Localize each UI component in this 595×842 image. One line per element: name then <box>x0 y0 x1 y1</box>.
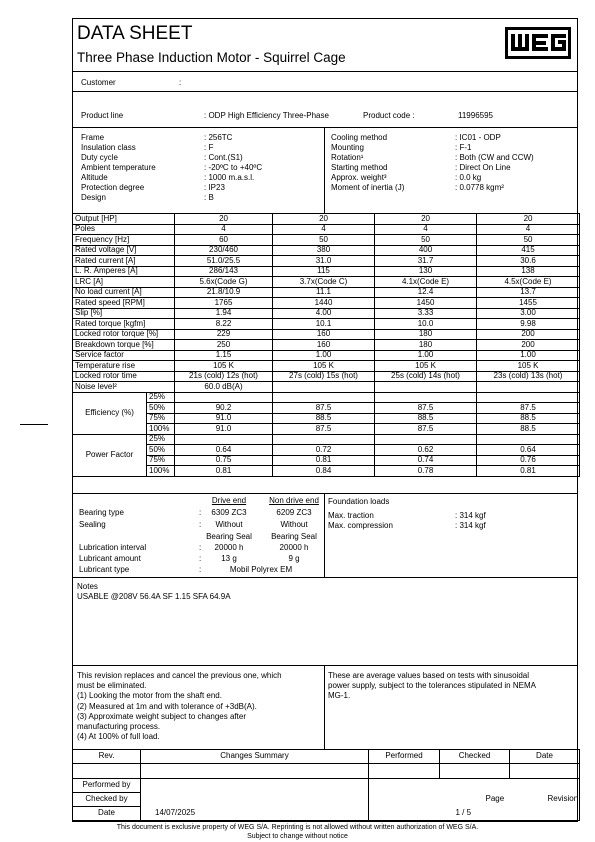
cell-value: 4.5x(Code E) <box>477 277 580 288</box>
table-row <box>73 277 580 288</box>
efficiency-label: Efficiency (%) <box>73 392 147 434</box>
load-percent: 50% <box>147 403 175 414</box>
table-row <box>73 245 580 256</box>
page-value: 1 / 5 <box>455 807 472 817</box>
cell-value: 3.7x(Code C) <box>273 277 375 288</box>
spec-value: : F <box>204 143 214 152</box>
cell-value: 4 <box>375 224 477 235</box>
lube-type-value: Mobil Polyrex EM <box>229 565 293 574</box>
lube-interval-label: Lubrication interval <box>79 543 147 552</box>
cell-value: 229 <box>175 329 273 340</box>
cell-value: 138 <box>477 266 580 277</box>
cell-value: 0.74 <box>375 455 477 466</box>
date-header: Date <box>510 750 580 764</box>
cell-value: 10.0 <box>375 319 477 330</box>
performance-table <box>72 213 580 477</box>
cell-value: 200 <box>477 340 580 351</box>
cell-value: 21s (cold) 12s (hot) <box>175 371 273 382</box>
notes-text: USABLE @208V 56.4A SF 1.15 SFA 64.9A <box>77 592 231 601</box>
cell-value: 87.5 <box>375 403 477 414</box>
lube-amount-colon: : <box>199 554 202 563</box>
cell-value <box>273 434 375 445</box>
customer-label: Customer <box>81 78 116 87</box>
cell-value: 1440 <box>273 298 375 309</box>
spec-value: : 256TC <box>204 133 233 142</box>
non-drive-end-header: Non drive end <box>269 496 319 505</box>
noise-label: Noise level² <box>73 382 175 393</box>
row-label: Rated current [A] <box>73 256 175 267</box>
spec-value: : 0.0778 kgm² <box>455 183 504 192</box>
load-percent: 25% <box>147 392 175 403</box>
remark-line: power supply, subject to the tolerances stipulated in NEMA <box>328 681 536 691</box>
cell-value: 0.72 <box>273 445 375 456</box>
cell-value: 115 <box>273 266 375 277</box>
footer-line-2: Subject to change without notice <box>247 833 348 840</box>
seal-de-1: Without <box>215 520 243 529</box>
compression-value: : 314 kgf <box>455 521 486 530</box>
spec-value: : IC01 - ODP <box>455 133 501 142</box>
row-label: Service factor <box>73 350 175 361</box>
cell-value: 30.6 <box>477 256 580 267</box>
row-label: Rated torque [kgfm] <box>73 319 175 330</box>
row-label: Slip [%] <box>73 308 175 319</box>
compression-label: Max. compression <box>328 521 393 530</box>
cell-value: 88.5 <box>375 413 477 424</box>
cell-value: 31.0 <box>273 256 375 267</box>
cell-value: 10.1 <box>273 319 375 330</box>
lube-amount-nde: 9 g <box>288 554 300 563</box>
table-row <box>73 287 580 298</box>
table-row <box>73 340 580 351</box>
remark-line: MG-1. <box>328 691 351 701</box>
cell-value <box>477 392 580 403</box>
cell-value: 51.0/25.5 <box>175 256 273 267</box>
approval-table <box>72 778 580 821</box>
seal-nde-2: Bearing Seal <box>271 532 317 541</box>
cell-value: 25s (cold) 14s (hot) <box>375 371 477 382</box>
cell-value: 4 <box>477 224 580 235</box>
cell-value: 1765 <box>175 298 273 309</box>
cell-value: 50 <box>477 235 580 246</box>
table-row <box>73 266 580 277</box>
remark-line: (1) Looking the motor from the shaft end. <box>77 691 222 701</box>
cell-value: 1.15 <box>175 350 273 361</box>
cell-value: 250 <box>175 340 273 351</box>
footer-line-1: This document is exclusive property of WEG S/A. Reprinting is not allowed without written authorization of WEG S/A. <box>116 824 479 831</box>
cell-value: 230/460 <box>175 245 273 256</box>
table-row <box>73 403 580 414</box>
cell-value <box>375 392 477 403</box>
row-label: Rated voltage [V] <box>73 245 175 256</box>
cell-value: 88.5 <box>477 424 580 435</box>
empty-cell <box>273 382 375 393</box>
cell-value: 160 <box>273 329 375 340</box>
empty-cell <box>477 382 580 393</box>
spec-value: : 1000 m.a.s.l. <box>204 173 255 182</box>
changes-header: Changes Summary <box>141 750 369 764</box>
rev-header: Rev. <box>73 750 141 764</box>
noise-value: 60.0 dB(A) <box>175 382 273 393</box>
row-label: Rated speed [RPM] <box>73 298 175 309</box>
row-label: No load current [A] <box>73 287 175 298</box>
cell-value: 88.5 <box>477 413 580 424</box>
cell-value: 0.78 <box>375 466 477 477</box>
spec-value: : Both (CW and CCW) <box>455 153 534 162</box>
table-row <box>73 308 580 319</box>
traction-label: Max. traction <box>328 511 374 520</box>
cell-value <box>175 434 273 445</box>
bearing-type-nde: 6209 ZC3 <box>276 508 312 517</box>
spec-label: Altitude <box>81 173 108 182</box>
remark-line: must be eliminated. <box>77 681 147 691</box>
cell-value: 12.4 <box>375 287 477 298</box>
cell-value: 9.98 <box>477 319 580 330</box>
remark-line: (4) At 100% of full load. <box>77 732 160 742</box>
customer-value: : <box>179 78 182 87</box>
sealing-colon: : <box>199 520 202 529</box>
row-label: Poles <box>73 224 175 235</box>
sealing-label: Sealing <box>79 520 106 529</box>
cell-value: 4.00 <box>273 308 375 319</box>
cell-value: 1.00 <box>477 350 580 361</box>
cell-value: 0.84 <box>273 466 375 477</box>
table-row <box>73 455 580 466</box>
cell-value: 400 <box>375 245 477 256</box>
spec-value: : Direct On Line <box>455 163 511 172</box>
table-row <box>73 413 580 424</box>
bearing-type-de: 6309 ZC3 <box>211 508 247 517</box>
date-value: 14/07/2025 <box>155 807 196 817</box>
weg-logo <box>505 27 571 59</box>
cell-value: 130 <box>375 266 477 277</box>
load-percent: 75% <box>147 413 175 424</box>
cell-value: 4 <box>273 224 375 235</box>
spec-label: Starting method <box>331 163 388 172</box>
remark-line: This revision replaces and cancel the previous one, which <box>77 671 282 680</box>
cell-value: 380 <box>273 245 375 256</box>
cell-value: 180 <box>375 340 477 351</box>
cell-value: 0.62 <box>375 445 477 456</box>
product-code-value: 11996595 <box>458 111 493 120</box>
seal-nde-1: Without <box>280 520 308 529</box>
cell-value: 105 K <box>477 361 580 372</box>
lube-type-colon: : <box>199 565 202 574</box>
table-row <box>73 256 580 267</box>
table-row <box>73 382 580 393</box>
load-percent: 50% <box>147 445 175 456</box>
table-row <box>73 214 580 225</box>
cell-value: 11.1 <box>273 287 375 298</box>
cell-value: 3.00 <box>477 308 580 319</box>
data-sheet <box>72 18 578 822</box>
revision-table <box>72 749 580 779</box>
cell-value: 88.5 <box>273 413 375 424</box>
cell-value <box>375 434 477 445</box>
cell-value: 105 K <box>273 361 375 372</box>
cell-value: 31.7 <box>375 256 477 267</box>
table-row <box>73 235 580 246</box>
page-label: Page <box>485 793 505 803</box>
cell-value: 87.5 <box>273 403 375 414</box>
table-row <box>73 466 580 477</box>
cell-value: 20 <box>273 214 375 225</box>
cell-value: 105 K <box>375 361 477 372</box>
spec-label: Protection degree <box>81 183 145 192</box>
lube-amount-de: 13 g <box>221 554 237 563</box>
checked-by-label: Checked by <box>73 793 141 807</box>
cell-value: 4.1x(Code E) <box>375 277 477 288</box>
cell-value: 1.94 <box>175 308 273 319</box>
cell-value: 21.8/10.9 <box>175 287 273 298</box>
performed-header: Performed <box>369 750 440 764</box>
cell-value: 23s (cold) 13s (hot) <box>477 371 580 382</box>
product-code-label: Product code : <box>363 111 415 120</box>
cell-value: 90.2 <box>175 403 273 414</box>
cell-value <box>477 434 580 445</box>
lube-interval-de: 20000 h <box>214 543 244 552</box>
cell-value: 1.00 <box>273 350 375 361</box>
cell-value: 0.64 <box>477 445 580 456</box>
table-row <box>73 298 580 309</box>
cell-value: 0.81 <box>477 466 580 477</box>
cell-value: 105 K <box>175 361 273 372</box>
spec-label: Rotation¹ <box>331 153 364 162</box>
bearing-type-colon: : <box>199 508 202 517</box>
spec-value: : B <box>204 193 214 202</box>
spec-label: Insulation class <box>81 143 136 152</box>
lube-amount-label: Lubricant amount <box>79 554 141 563</box>
row-label: LRC [A] <box>73 277 175 288</box>
lube-interval-nde: 20000 h <box>279 543 309 552</box>
load-percent: 75% <box>147 455 175 466</box>
product-line-value: : ODP High Efficiency Three-Phase <box>204 111 329 120</box>
cell-value: 50 <box>273 235 375 246</box>
cell-value: 91.0 <box>175 413 273 424</box>
checked-header: Checked <box>440 750 510 764</box>
cell-value: 1.00 <box>375 350 477 361</box>
power_factor-label: Power Factor <box>73 434 147 476</box>
load-percent: 100% <box>147 466 175 477</box>
cell-value: 286/143 <box>175 266 273 277</box>
row-label: Breakdown torque [%] <box>73 340 175 351</box>
spec-label: Cooling method <box>331 133 388 142</box>
table-row <box>73 329 580 340</box>
notes-title: Notes <box>77 582 98 591</box>
cell-value: 13.7 <box>477 287 580 298</box>
table-row <box>73 434 580 445</box>
cell-value: 20 <box>175 214 273 225</box>
table-row <box>73 371 580 382</box>
table-row <box>73 361 580 372</box>
cell-value: 1450 <box>375 298 477 309</box>
drive-end-header: Drive end <box>211 496 247 505</box>
cell-value: 50 <box>375 235 477 246</box>
margin-mark <box>20 424 48 425</box>
load-percent: 100% <box>147 424 175 435</box>
cell-value: 20 <box>375 214 477 225</box>
page-subtitle: Three Phase Induction Motor - Squirrel Cage <box>77 50 346 65</box>
revision-label: Revision <box>547 793 579 803</box>
traction-value: : 314 kgf <box>455 511 486 520</box>
cell-value: 200 <box>477 329 580 340</box>
cell-value: 5.6x(Code G) <box>175 277 273 288</box>
spec-label: Frame <box>81 133 105 142</box>
row-label: Temperature rise <box>73 361 175 372</box>
table-row <box>73 445 580 456</box>
cell-value: 0.64 <box>175 445 273 456</box>
page-title: DATA SHEET <box>77 23 193 44</box>
cell-value: 87.5 <box>375 424 477 435</box>
cell-value: 91.0 <box>175 424 273 435</box>
cell-value <box>175 392 273 403</box>
cell-value: 8.22 <box>175 319 273 330</box>
cell-value: 0.75 <box>175 455 273 466</box>
spec-label: Duty cycle <box>81 153 118 162</box>
cell-value: 87.5 <box>477 403 580 414</box>
row-label: Locked rotor time <box>73 371 175 382</box>
empty-cell <box>375 382 477 393</box>
date-label: Date <box>73 807 141 821</box>
cell-value: 4 <box>175 224 273 235</box>
cell-value: 415 <box>477 245 580 256</box>
spec-value: : -20ºC to +40ºC <box>204 163 263 172</box>
row-label: Output [HP] <box>73 214 175 225</box>
row-label: Frequency [Hz] <box>73 235 175 246</box>
spec-value: : IP23 <box>204 183 225 192</box>
cell-value: 3.33 <box>375 308 477 319</box>
cell-value: 160 <box>273 340 375 351</box>
seal-de-2: Bearing Seal <box>206 532 252 541</box>
performed-by-label: Performed by <box>73 779 141 793</box>
cell-value <box>273 392 375 403</box>
cell-value: 0.81 <box>175 466 273 477</box>
spec-label: Ambient temperature <box>81 163 156 172</box>
cell-value: 0.81 <box>273 455 375 466</box>
cell-value: 20 <box>477 214 580 225</box>
cell-value: 0.76 <box>477 455 580 466</box>
product-line-label: Product line <box>81 111 124 120</box>
table-row <box>73 392 580 403</box>
remark-line: (2) Measured at 1m and with tolerance of +3dB(A). <box>77 701 257 711</box>
lube-type-label: Lubricant type <box>79 565 130 574</box>
row-label: L. R. Amperes [A] <box>73 266 175 277</box>
cell-value: 1455 <box>477 298 580 309</box>
lube-interval-colon: : <box>199 543 202 552</box>
foundation-title: Foundation loads <box>328 497 390 506</box>
spec-value: : F-1 <box>455 143 472 152</box>
spec-label: Mounting <box>331 143 364 152</box>
row-label: Locked rotor torque [%] <box>73 329 175 340</box>
load-percent: 25% <box>147 434 175 445</box>
cell-value: 27s (cold) 15s (hot) <box>273 371 375 382</box>
table-row <box>73 319 580 330</box>
spec-value: : Cont.(S1) <box>204 153 243 162</box>
table-row <box>73 350 580 361</box>
spec-label: Approx. weight³ <box>331 173 387 182</box>
spec-label: Design <box>81 193 106 202</box>
remark-line: manufacturing process. <box>77 722 161 731</box>
spec-value: : 0.0 kg <box>455 173 482 182</box>
cell-value: 180 <box>375 329 477 340</box>
cell-value: 87.5 <box>273 424 375 435</box>
remark-line: These are average values based on tests with sinusoidal <box>328 671 530 680</box>
bearing-type-label: Bearing type <box>79 508 124 517</box>
spec-label: Moment of inertia (J) <box>331 183 405 192</box>
remark-line: (3) Approximate weight subject to changes after <box>77 711 246 721</box>
table-row <box>73 224 580 235</box>
cell-value: 60 <box>175 235 273 246</box>
table-row <box>73 424 580 435</box>
